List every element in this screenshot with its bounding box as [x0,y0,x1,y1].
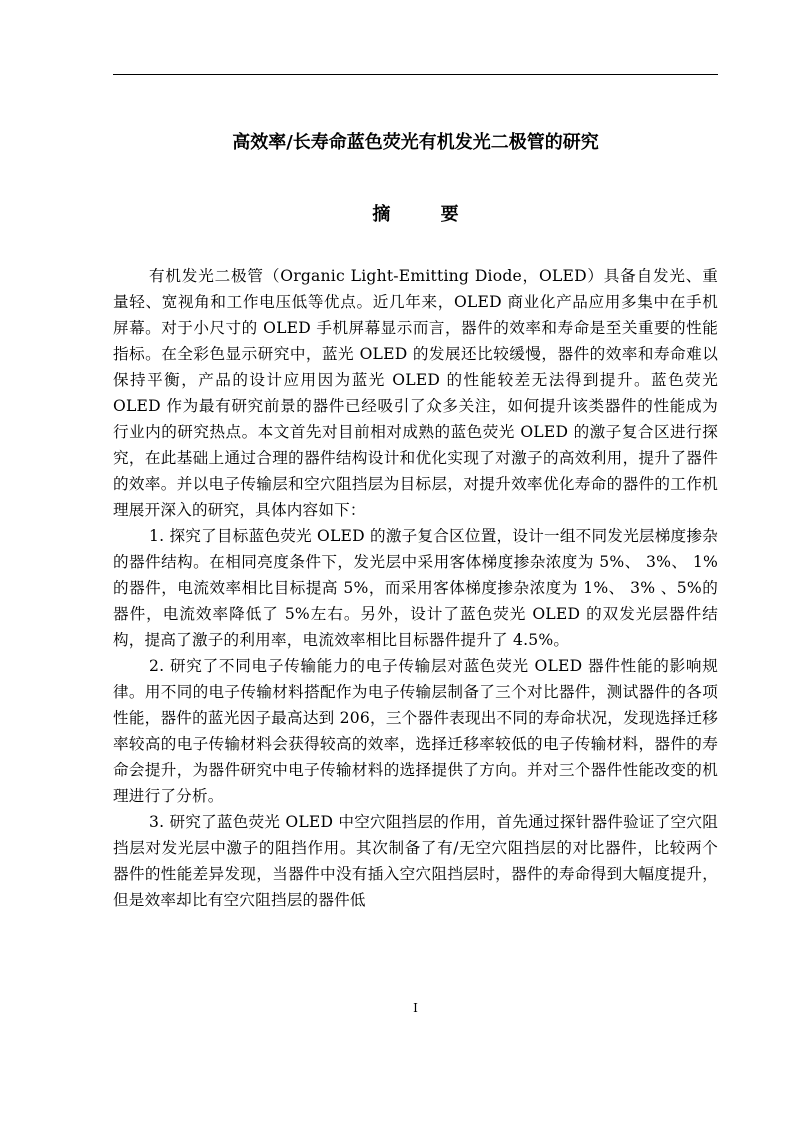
abstract-paragraph-item-1: 1. 探究了目标蓝色荧光 OLED 的激子复合区位置，设计一组不同发光层梯度掺杂的器件结构。在相同亮度条件下，发光层中采用客体梯度掺杂浓度为 5%、 3%、 1%的器件，电流效率相比目标提高 5%，而采用客体梯度掺杂浓度为 1%、 3% 、5%的器件，电流效率降低了 5%左右。另外，设计了蓝色荧光 OLED 的双发光层器件结构，提高了激子的利用率，电流效率相比目标器件提升了 4.5%。 [113,527,718,649]
abstract-paragraph-intro: 有机发光二极管（Organic Light-Emitting Diode，OLED）具备自发光、重量轻、宽视角和工作电压低等优点。近几年来，OLED 商业化产品应用多集中在手机屏幕。对于小尺寸的 OLED 手机屏幕显示而言，器件的效率和寿命是至关重要的性能指标。在全彩色显示研究中，蓝光 OLED 的发展还比较缓慢，器件的效率和寿命难以保持平衡，产品的设计应用因为蓝光 OLED 的性能较差无法得到提升。蓝色荧光 OLED 作为最有研究前景的器件已经吸引了众多关注，如何提升该类器件的性能成为行业内的研究热点。本文首先对目前相对成熟的蓝色荧光 OLED 的激子复合区进行探究，在此基础上通过合理的器件结构设计和优化实现了对激子的高效利用，提升了器件的效率。并以电子传输层和空穴阻挡层为目标层，对提升效率优化寿命的器件的工作机理展开深入的研究，具体内容如下： [113,267,718,519]
abstract-paragraph-item-3: 3. 研究了蓝色荧光 OLED 中空穴阻挡层的作用，首先通过探针器件验证了空穴阻挡层对发光层中激子的阻挡作用。其次制备了有/无空穴阻挡层的对比器件，比较两个器件的性能差异发现，当器件中没有插入空穴阻挡层时，器件的寿命得到大幅度提升，但是效率却比有空穴阻挡层的器件低 [113,813,718,909]
abstract-heading: 摘 要 [372,204,481,225]
page-number: I [413,1001,418,1015]
header-rule [113,74,718,75]
paper-title: 高效率/长寿命蓝色荧光有机发光二极管的研究 [232,132,599,153]
abstract-body [113,263,718,913]
abstract-paragraph-item-2: 2. 研究了不同电子传输能力的电子传输层对蓝色荧光 OLED 器件性能的影响规律。用不同的电子传输材料搭配作为电子传输层制备了三个对比器件，测试器件的各项性能，器件的蓝光因子最高达到 206，三个器件表现出不同的寿命状况，发现选择迁移率较高的电子传输材料会获得较高的效率，选择迁移率较低的电子传输材料，器件的寿命会提升，为器件研究中电子传输材料的选择提供了方向。并对三个器件性能改变的机理进行了分析。 [113,657,718,805]
